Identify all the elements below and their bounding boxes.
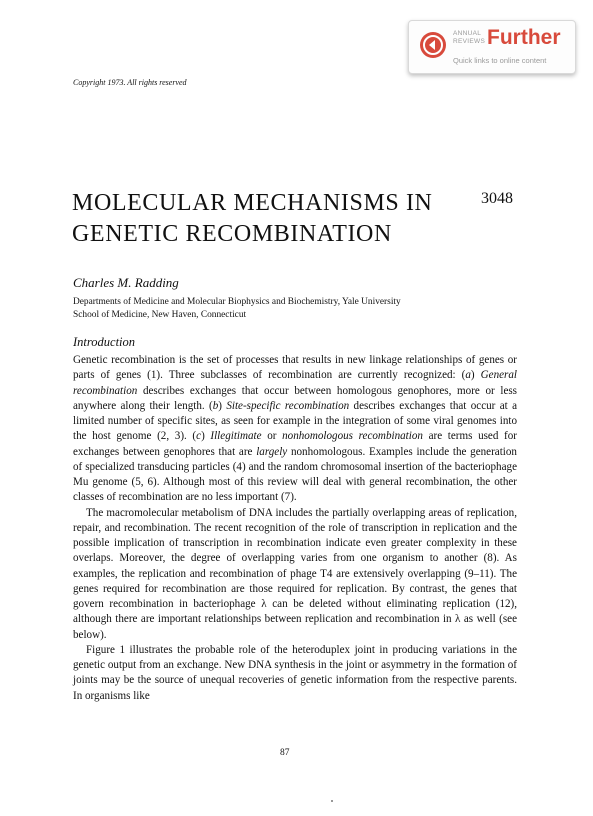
paragraph-2: The macromolecular metabolism of DNA includes the partially overlapping areas of replication, repair, and recombination. The recent recognition of the role of transcription in replication and the possible implication of transcription in recombination indicate even greater complexity in these overlaps. Moreover, the degree of overlapping varies from one organism to another (8). As examples, the replication and recombination of phage T4 are extensively overlapping (9–11). The genes required for recombination are those required for replication. By contrast, the genes that govern recombination in bacteriophage λ can be deleted without eliminating replication (12), although there are important relationships between replication and recombination in λ as well (see below). bbox=[73, 506, 517, 641]
title-line-2: GENETIC RECOMBINATION bbox=[72, 221, 392, 247]
page-number: 87 bbox=[280, 748, 290, 758]
affiliation-line-2: School of Medicine, New Haven, Connecticut bbox=[73, 309, 247, 320]
badge-reviews-label: REVIEWS bbox=[453, 38, 486, 45]
annual-reviews-further-badge[interactable] bbox=[408, 20, 576, 74]
copyright-notice: Copyright 1973. All rights reserved bbox=[73, 78, 187, 87]
scan-speck bbox=[331, 800, 333, 802]
badge-annual-label: ANNUAL bbox=[453, 30, 482, 37]
badge-brand: Further bbox=[487, 26, 561, 49]
article-title bbox=[72, 188, 433, 250]
title-line-1: MOLECULAR MECHANISMS IN bbox=[72, 190, 433, 216]
back-arrow-icon bbox=[420, 32, 446, 58]
affiliation-line-1: Departments of Medicine and Molecular Biophysics and Biochemistry, Yale University bbox=[73, 297, 401, 307]
author-name: Charles M. Radding bbox=[73, 275, 179, 290]
paragraph-1: Genetic recombination is the set of processes that results in new linkage relationships of genes or parts of genes (1). Three subclasses of recombination are currently recognized: (a) General recombination describes exchanges that occur between homologous genophores, more or less anywhere along their length. (b) Site-specific recombination describes exchanges that occur at a limited number of specific sites, as seen for example in the integration of some viral genomes into the host genome (2, 3). (c) Illegitimate or nonhomologous recombination are terms used for exchanges between genophores that are largely nonhomologous. Examples include the generation of specialized transducing particles (4) and the random chromosomal insertion of the bacteriophage Mu genome (5, 6). Although most of this review will deal with general recombination, the other classes of recombination are no less important (7). bbox=[73, 354, 518, 504]
author-affiliation bbox=[73, 296, 523, 321]
section-heading: Introduction bbox=[73, 335, 136, 349]
article-code: 3048 bbox=[481, 190, 513, 207]
badge-tagline: Quick links to online content bbox=[453, 56, 547, 65]
article-body bbox=[73, 353, 517, 704]
paragraph-3: Figure 1 illustrates the probable role of the heteroduplex joint in producing variations in the genetic output from an exchange. New DNA synthesis in the joint or asymmetry in the formation of joints may be the source of unequal recoveries of genetic information from the respective parents. In organisms like bbox=[73, 643, 517, 702]
